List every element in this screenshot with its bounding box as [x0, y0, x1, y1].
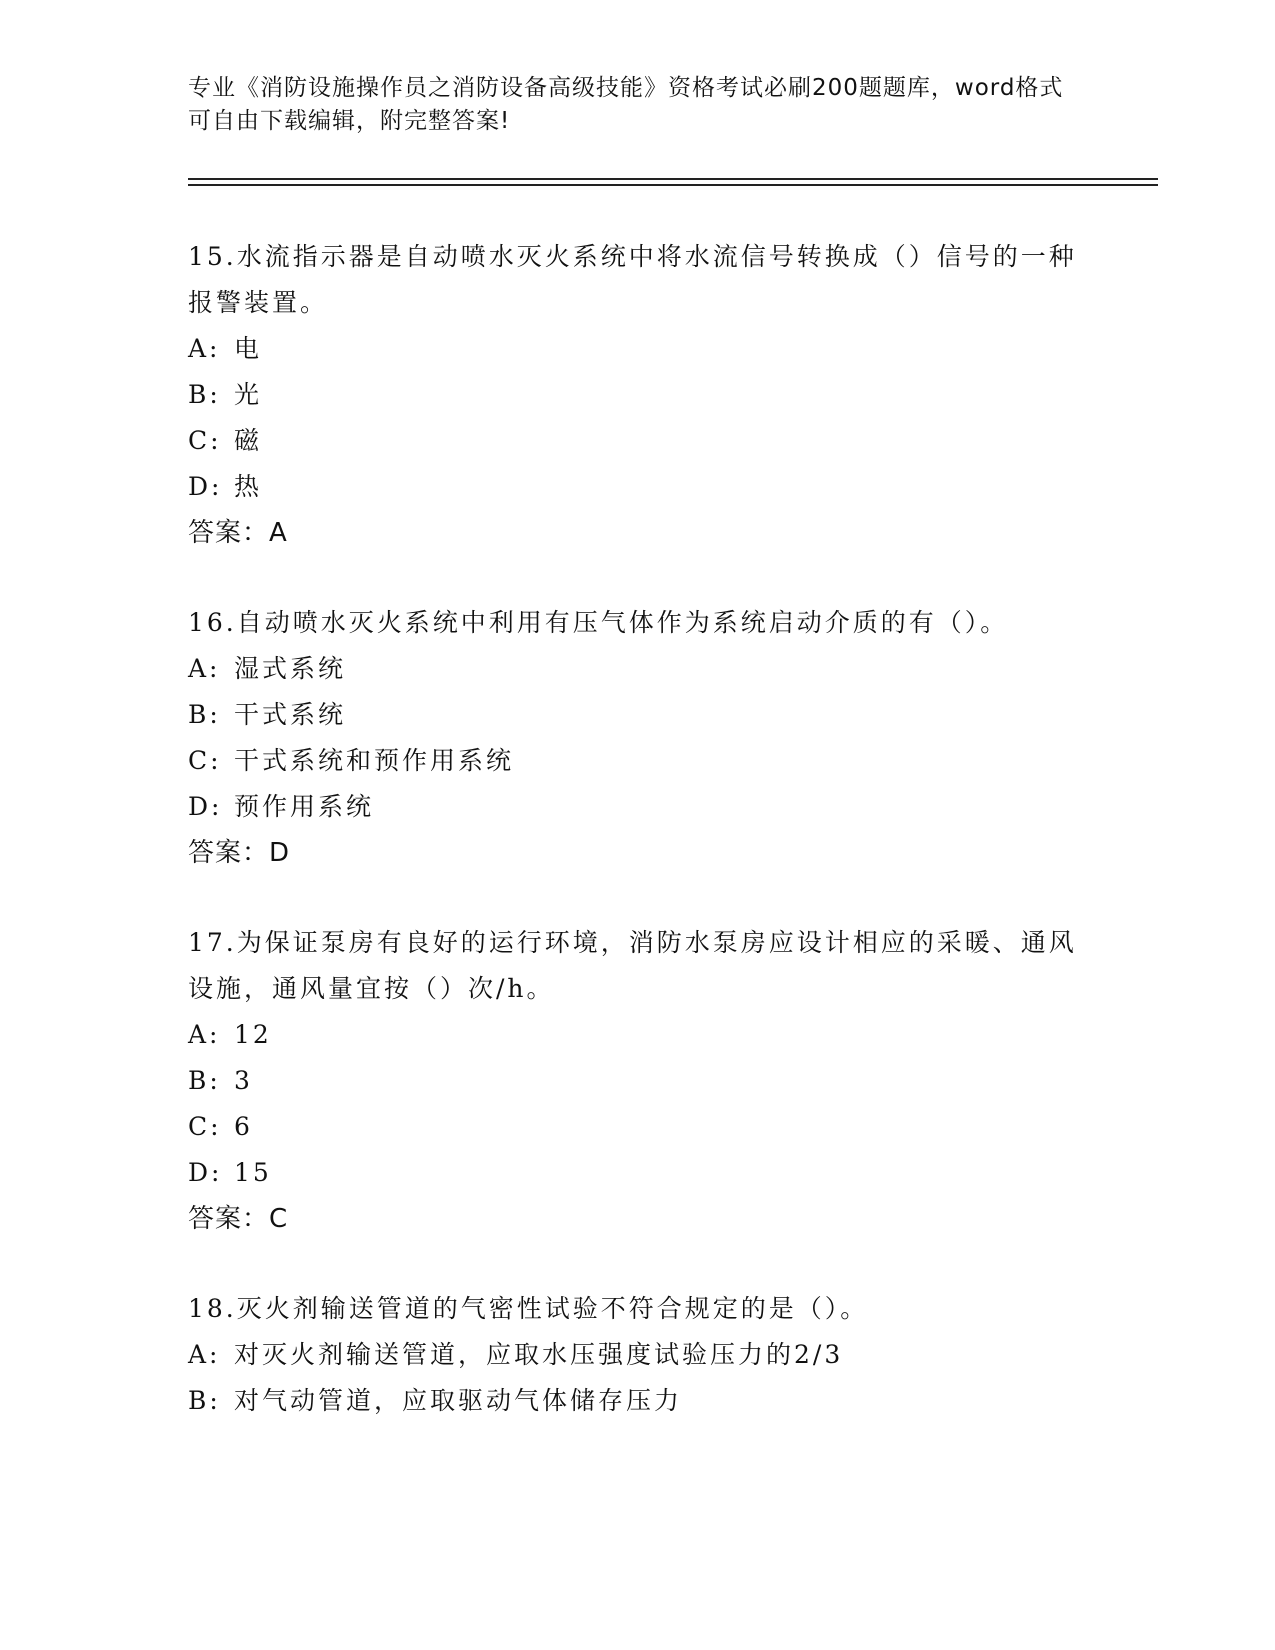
option-text: 3 — [234, 1066, 253, 1095]
option-c — [188, 1104, 1088, 1150]
option-key: D: — [188, 792, 223, 821]
option-c — [188, 418, 1088, 464]
option-text: 12 — [234, 1020, 272, 1049]
answer: 答案：D — [188, 838, 291, 868]
option-text: 15 — [234, 1158, 272, 1187]
option-key: C: — [188, 1112, 222, 1141]
option-d — [188, 464, 1088, 510]
option-d — [188, 1150, 1088, 1196]
question-stem: 15.水流指示器是自动喷水灭火系统中将水流信号转换成（）信号的一种报警装置。 — [188, 242, 1077, 317]
option-key: B: — [188, 380, 221, 409]
option-a — [188, 326, 1088, 372]
option-text: 干式系统和预作用系统 — [234, 746, 515, 775]
option-key: C: — [188, 426, 222, 455]
option-key: A: — [188, 334, 221, 363]
option-key: D: — [188, 472, 223, 501]
option-b — [188, 1378, 1088, 1424]
option-key: A: — [188, 654, 221, 683]
answer: 答案：C — [188, 1204, 289, 1234]
question-15 — [188, 234, 1088, 556]
answer: 答案：A — [188, 518, 288, 548]
option-text: 对气动管道，应取驱动气体储存压力 — [234, 1386, 683, 1415]
option-key: B: — [188, 700, 221, 729]
option-a — [188, 1332, 1088, 1378]
option-text: 磁 — [234, 426, 263, 455]
option-d — [188, 784, 1088, 830]
option-key: A: — [188, 1340, 221, 1369]
option-text: 电 — [234, 334, 263, 363]
option-text: 干式系统 — [234, 700, 347, 729]
option-text: 对灭火剂输送管道，应取水压强度试验压力的2/3 — [234, 1340, 844, 1369]
option-text: 湿式系统 — [234, 654, 347, 683]
option-key: D: — [188, 1158, 223, 1187]
question-18 — [188, 1286, 1088, 1424]
option-text: 光 — [234, 380, 263, 409]
option-key: B: — [188, 1066, 221, 1095]
option-text: 预作用系统 — [234, 792, 375, 821]
question-17 — [188, 920, 1088, 1242]
option-key: C: — [188, 746, 222, 775]
header-divider-top — [188, 178, 1158, 180]
option-key: B: — [188, 1386, 221, 1415]
option-key: A: — [188, 1020, 221, 1049]
question-16 — [188, 600, 1088, 876]
document-intro: 专业《消防设施操作员之消防设备高级技能》资格考试必刷200题题库，word格式可自由下载编辑，附完整答案! — [188, 75, 1064, 134]
option-c — [188, 738, 1088, 784]
question-stem: 18.灭火剂输送管道的气密性试验不符合规定的是（）。 — [188, 1294, 869, 1323]
option-text: 6 — [234, 1112, 253, 1141]
option-text: 热 — [234, 472, 263, 501]
option-b — [188, 692, 1088, 738]
option-a — [188, 646, 1088, 692]
option-b — [188, 372, 1088, 418]
header-divider-bottom — [188, 184, 1158, 186]
question-stem: 16.自动喷水灭火系统中利用有压气体作为系统启动介质的有（）。 — [188, 608, 1009, 637]
option-a — [188, 1012, 1088, 1058]
question-stem: 17.为保证泵房有良好的运行环境，消防水泵房应设计相应的采暖、通风设施，通风量宜按（）次/h。 — [188, 928, 1077, 1003]
option-b — [188, 1058, 1088, 1104]
